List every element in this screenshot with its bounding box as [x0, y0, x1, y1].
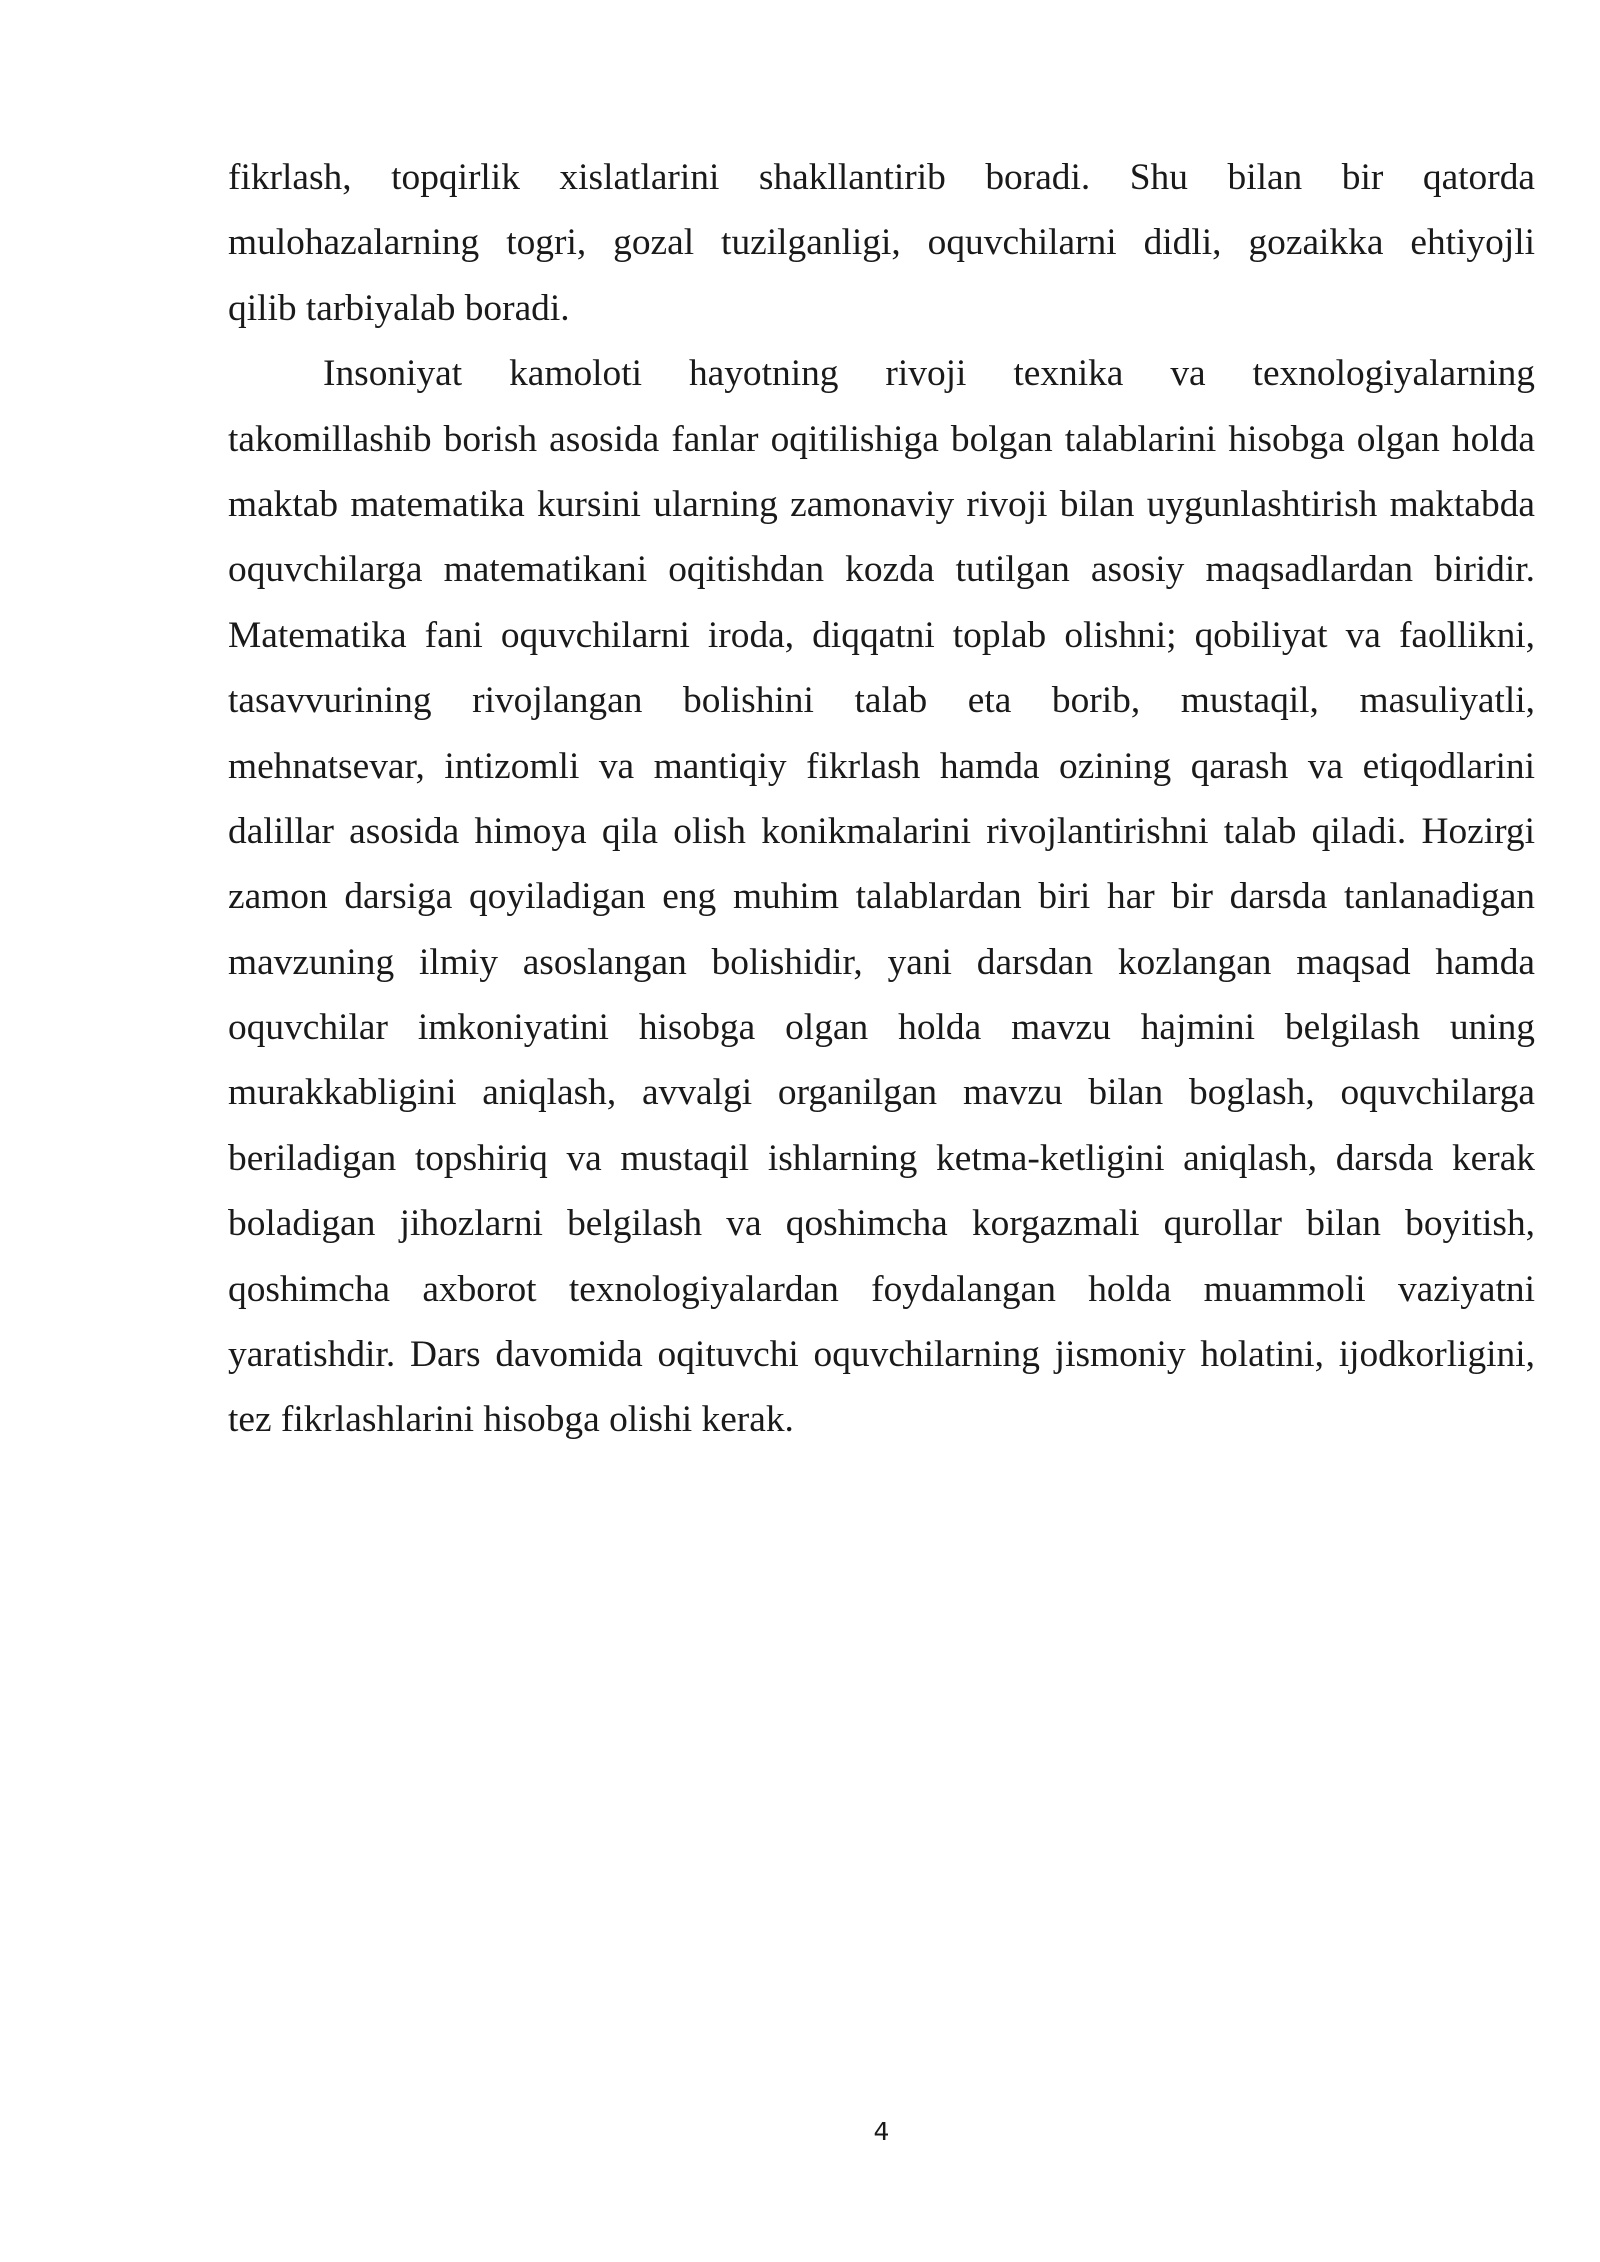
text-line: takomillashib borish asosida fanlar oqitilishiga bolgan talablarini hisobga olgan holda [228, 418, 1535, 460]
text-line: tasavvurining rivojlangan bolishini talab eta borib, mustaqil, masuliyatli, [228, 680, 1535, 722]
text-line: Matematika fani oquvchilarni iroda, diqqatni toplab olishni; qobiliyat va faollikni, [228, 614, 1535, 656]
text-line: fikrlash, topqirlik xislatlarini shakllantirib boradi. Shu bilan bir qatorda [228, 157, 1535, 198]
text-line: tez fikrlashlarini hisobga olishi kerak. [228, 1399, 794, 1441]
paragraph-1 [228, 145, 1535, 341]
page-number: 4 [873, 2117, 890, 2146]
text-line: qilib tarbiyalab boradi. [228, 287, 570, 329]
text-line: zamon darsiga qoyiladigan eng muhim talablardan biri har bir darsda tanlanadigan [228, 876, 1535, 918]
text-line: boladigan jihozlarni belgilash va qoshimcha korgazmali qurollar bilan boyitish, [228, 1203, 1535, 1245]
body-text [228, 145, 1535, 1453]
paragraph-2 [228, 341, 1535, 1453]
text-line: mulohazalarning togri, gozal tuzilganligi, oquvchilarni didli, gozaikka ehtiyojli [228, 222, 1535, 264]
text-line: Insoniyat kamoloti hayotning rivoji texnika va texnologiyalarning [323, 353, 1535, 395]
text-line: qoshimcha axborot texnologiyalardan foydalangan holda muammoli vaziyatni [228, 1268, 1535, 1310]
text-line: yaratishdir. Dars davomida oqituvchi oquvchilarning jismoniy holatini, ijodkorligini, [228, 1334, 1535, 1376]
text-line: dalillar asosida himoya qila olish konikmalarini rivojlantirishni talab qiladi. Hozirgi [228, 810, 1535, 852]
text-line: murakkabligini aniqlash, avvalgi organilgan mavzu bilan boglash, oquvchilarga [228, 1072, 1535, 1114]
text-line: beriladigan topshiriq va mustaqil ishlarning ketma-ketligini aniqlash, darsda kerak [228, 1137, 1535, 1179]
text-line: maktab matematika kursini ularning zamonaviy rivoji bilan uygunlashtirish maktabda [228, 483, 1535, 525]
text-line: mehnatsevar, intizomli va mantiqiy fikrlash hamda ozining qarash va etiqodlarini [228, 745, 1535, 787]
text-line: oquvchilar imkoniyatini hisobga olgan holda mavzu hajmini belgilash uning [228, 1007, 1535, 1049]
text-line: mavzuning ilmiy asoslangan bolishidir, yani darsdan kozlangan maqsad hamda [228, 941, 1535, 983]
text-line: oquvchilarga matematikani oqitishdan kozda tutilgan asosiy maqsadlardan biridir. [228, 549, 1535, 591]
